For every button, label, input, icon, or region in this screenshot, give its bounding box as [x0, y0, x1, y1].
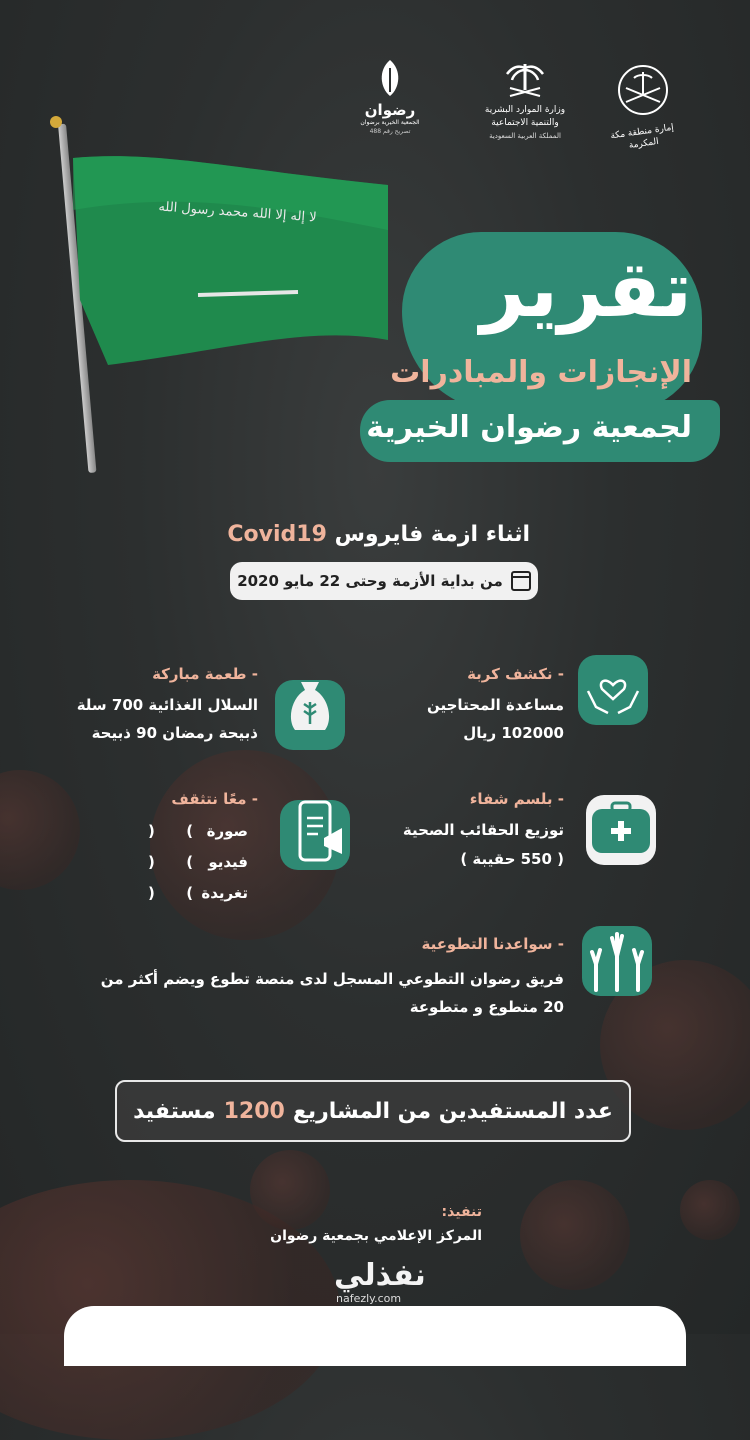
radwan-logo	[355, 58, 425, 136]
kashf-title: - نكشف كربة	[467, 665, 564, 683]
charity-hands-icon-box	[578, 655, 648, 725]
radwan-leaf-icon	[374, 58, 406, 98]
taama-line2: ذبيحة رمضان 90 ذبيحة	[91, 724, 258, 742]
covid-prefix: اثناء ازمة فايروس	[334, 522, 530, 547]
radwan-logo-name: رضوان	[364, 101, 416, 119]
execution-label: تنفيذ:	[441, 1204, 482, 1220]
calendar-icon	[511, 571, 531, 591]
report-subtitle-achievements: الإنجازات والمبادرات	[390, 355, 692, 390]
maan-item-photo: صورة ) (	[148, 822, 248, 840]
medical-bag-icon-box	[586, 795, 656, 865]
phone-megaphone-icon	[280, 800, 350, 870]
virus-decoration	[0, 770, 80, 890]
ministry-line1: وزارة الموارد البشرية	[484, 105, 566, 115]
date-range-text: من بداية الأزمة وحتى 22 مايو 2020	[237, 572, 503, 590]
sawaed-line2: 20 متطوع و متطوعة	[409, 998, 564, 1016]
beneficiaries-total-box	[115, 1080, 631, 1142]
report-title: تقرير	[480, 245, 692, 335]
total-number: 1200	[223, 1098, 285, 1124]
virus-decoration	[250, 1150, 330, 1230]
execution-value: المركز الإعلامي بجمعية رضوان	[270, 1228, 482, 1244]
awareness-icon-box	[280, 800, 350, 870]
total-suffix: مستفيد	[133, 1098, 216, 1124]
emirate-logo	[603, 62, 683, 150]
virus-decoration	[680, 1180, 740, 1240]
kashf-line2: 102000 ريال	[463, 724, 564, 742]
sawaed-line1: فريق رضوان التطوعي المسجل لدى منصة تطوع ويضم أكثر من	[100, 970, 564, 988]
taama-line1: السلال الغذائية 700 سلة	[76, 696, 258, 714]
palm-swords-icon	[504, 60, 546, 100]
ministry-line3: المملكة العربية السعودية	[489, 132, 561, 140]
virus-decoration	[520, 1180, 630, 1290]
saudi-flag	[68, 150, 394, 370]
balsam-line1: توزيع الحقائب الصحية	[402, 821, 564, 839]
total-prefix: عدد المستفيدين من المشاريع	[292, 1098, 613, 1124]
ministry-logo	[470, 60, 580, 143]
raised-hands-icon	[582, 926, 652, 996]
radwan-logo-subtitle: الجمعية الخيرية برضوان	[360, 119, 420, 126]
bottom-card	[64, 1306, 686, 1366]
nafezly-url: nafezly.com	[336, 1292, 402, 1305]
ministry-line2: والتنمية الاجتماعية	[491, 118, 559, 128]
balsam-title: - بلسم شفاء	[469, 790, 564, 808]
maan-item-label: فيديو	[208, 853, 248, 871]
covid-heading	[227, 522, 530, 547]
maan-item-label: صورة	[206, 822, 248, 840]
balsam-line2: ( 550 حقيبة )	[460, 850, 564, 868]
maan-item-label: تغريدة	[201, 884, 248, 902]
emirate-emblem-icon	[608, 62, 678, 122]
sawaed-title: - سواعدنا التطوعية	[421, 935, 564, 953]
taama-title: - طعمة مباركة	[152, 665, 258, 683]
maan-title: - معًا نتثقف	[171, 790, 258, 808]
first-aid-kit-icon	[586, 795, 656, 865]
heart-hands-icon	[578, 655, 648, 725]
volunteer-icon-box	[582, 926, 652, 996]
maan-item-tweet: تغريدة ) (	[148, 884, 248, 902]
report-subtitle-association: لجمعية رضوان الخيرية	[366, 410, 692, 445]
date-range-pill	[230, 562, 538, 600]
flag-shahada-text: لا إله إلا الله محمد رسول الله	[157, 199, 318, 226]
food-sack-icon	[275, 668, 345, 738]
maan-item-video: فيديو ) (	[148, 853, 248, 871]
kashf-line1: مساعدة المحتاجين	[427, 696, 564, 714]
radwan-logo-license: تصريح رقم 488	[369, 128, 411, 135]
flag-pole-top	[50, 116, 62, 128]
nafezly-logo: نفذلي	[334, 1258, 426, 1293]
food-basket-icon-box	[275, 680, 345, 750]
emirate-logo-text: إمارة منطقة مكة المكرمة	[609, 122, 675, 151]
covid-highlight: Covid19	[227, 522, 327, 547]
